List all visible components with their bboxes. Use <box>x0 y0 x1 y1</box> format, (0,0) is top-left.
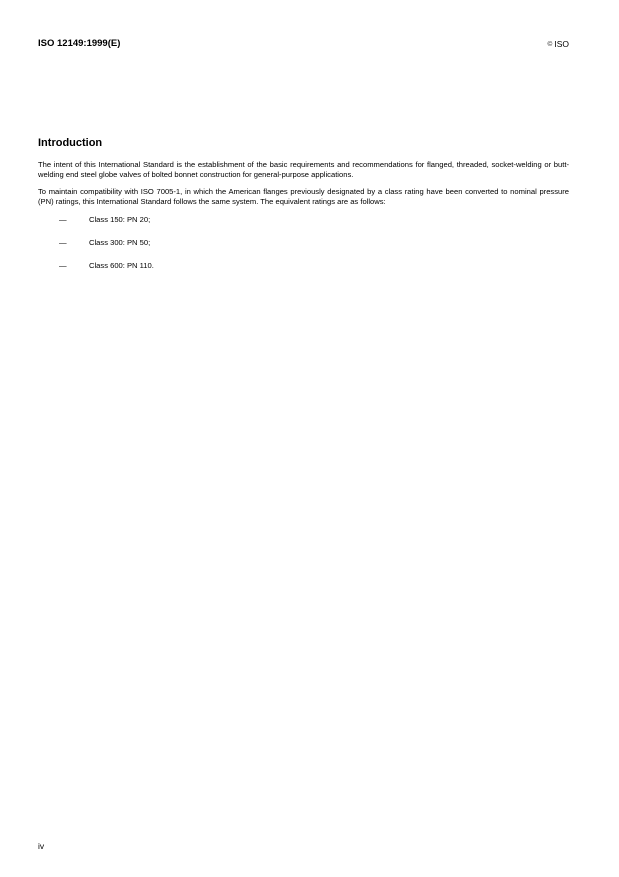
list-item <box>38 215 569 225</box>
document-id: ISO 12149:1999(E) <box>38 38 121 49</box>
list-item <box>38 261 569 271</box>
list-item <box>38 238 569 248</box>
intro-paragraph-1: The intent of this International Standard is the establishment of the basic requirements and recommendations for flanged, threaded, socket-welding or butt-welding end steel globe valves of bolted bonnet construction for general-purpose applications. <box>38 160 569 179</box>
ratings-list <box>38 215 569 271</box>
dash-bullet: — <box>59 215 67 224</box>
copyright-icon: © <box>547 41 553 48</box>
main-content <box>38 136 569 284</box>
dash-bullet: — <box>59 261 67 270</box>
page-number: iv <box>38 841 45 851</box>
section-title: Introduction <box>38 137 103 149</box>
list-item-text: Class 600: PN 110. <box>89 261 154 270</box>
copyright-text: ISO <box>554 39 569 49</box>
page-header <box>38 38 569 52</box>
intro-paragraph-2: To maintain compatibility with ISO 7005-1, in which the American flanges previously designated by a class rating have been converted to nominal pressure (PN) ratings, this International Standard follows the same system. The equivalent ratings are as follows: <box>38 187 569 206</box>
copyright-notice <box>548 38 569 51</box>
dash-bullet: — <box>59 238 67 247</box>
list-item-text: Class 300: PN 50; <box>89 238 151 247</box>
list-item-text: Class 150: PN 20; <box>89 215 151 224</box>
